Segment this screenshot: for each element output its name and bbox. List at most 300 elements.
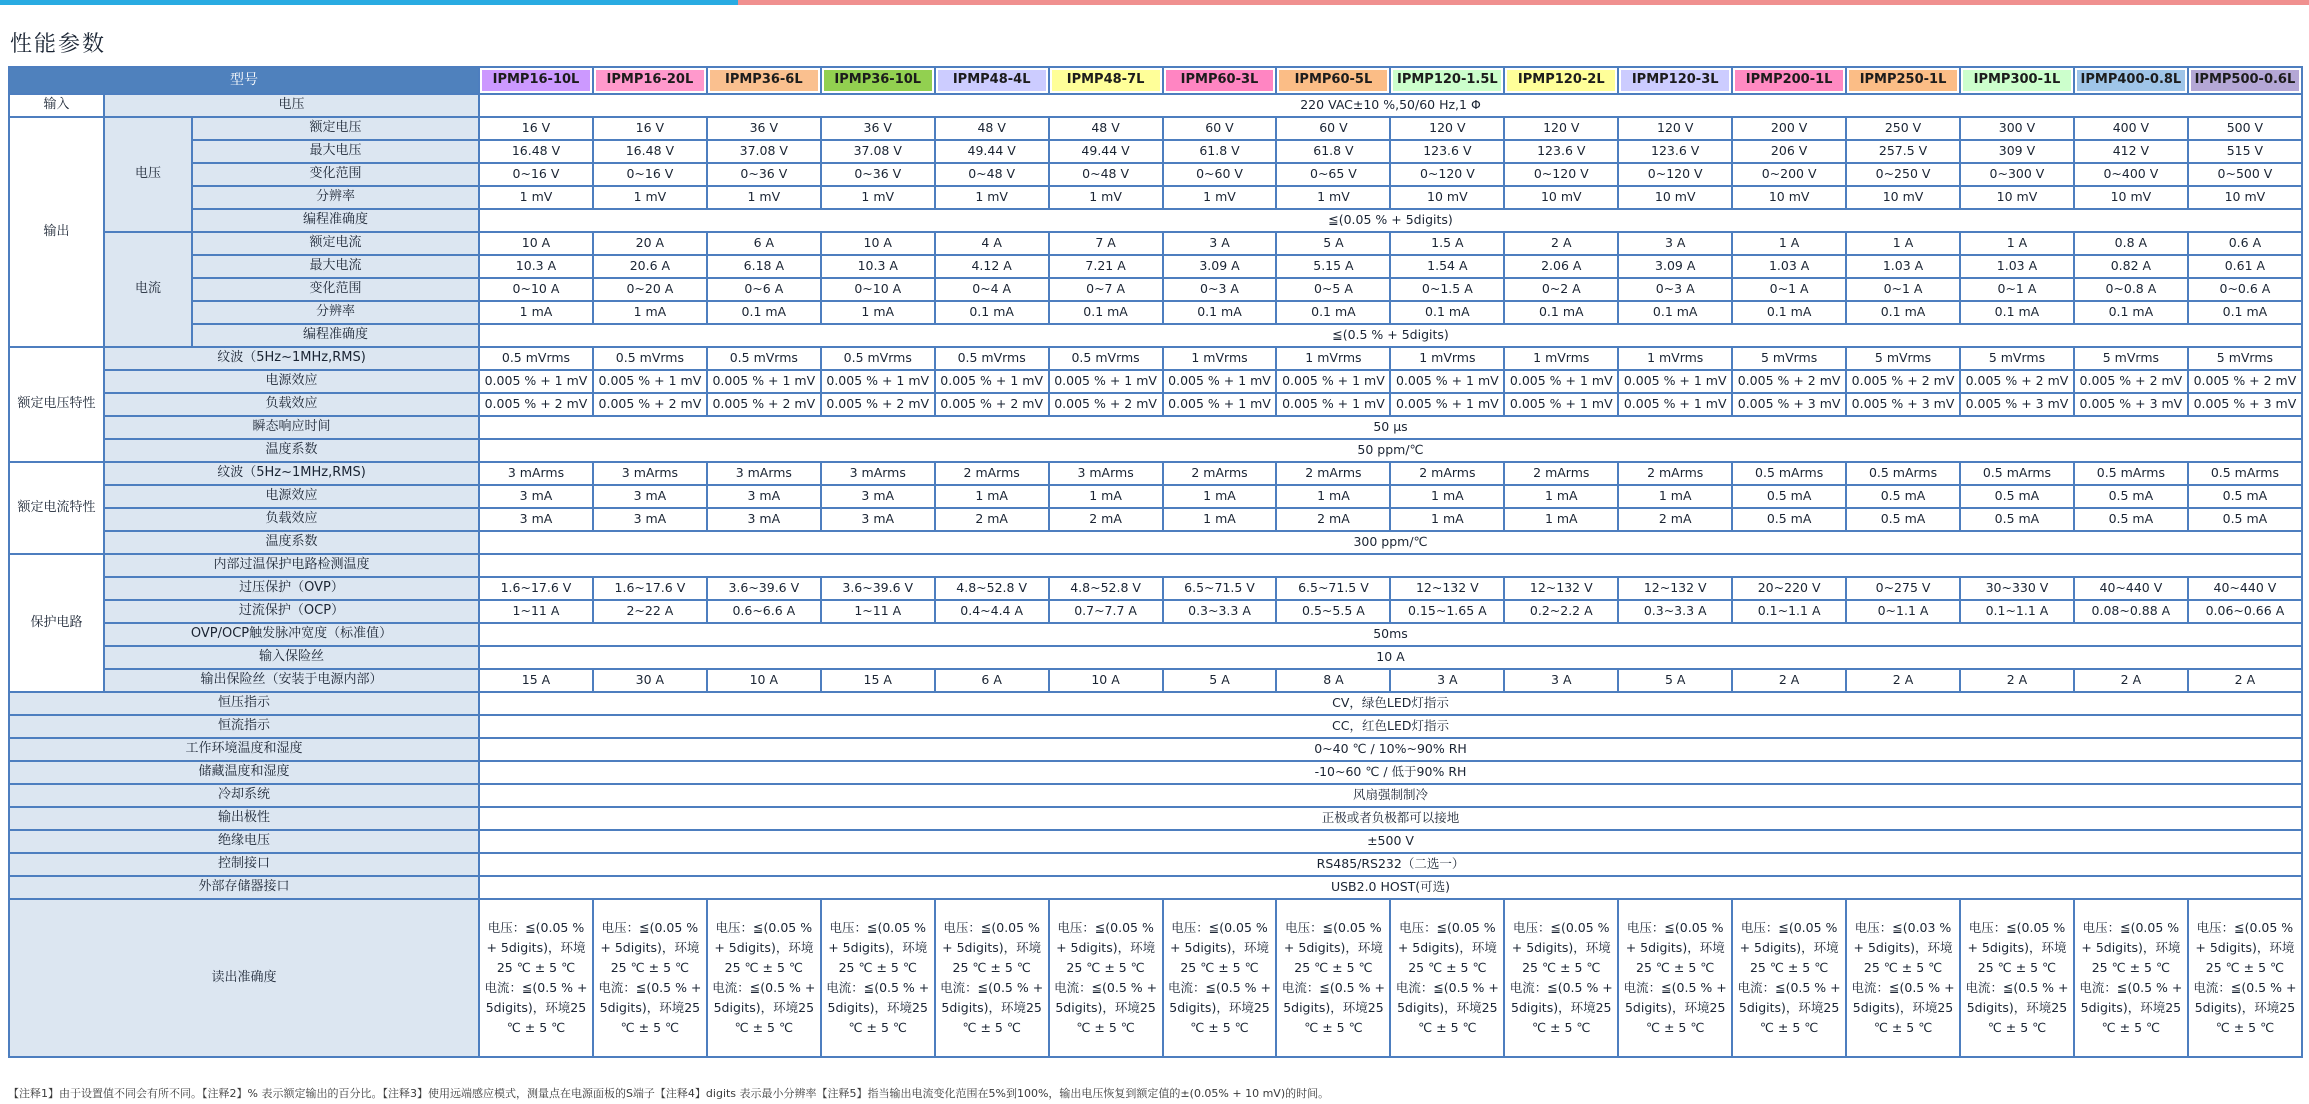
model-header-IPMP200-1L <box>1732 67 1846 94</box>
data-cell: 48 V <box>1049 117 1163 140</box>
model-name: IPMP36-6L <box>710 70 818 91</box>
model-header-IPMP16-10L <box>479 67 593 94</box>
data-cell: 37.08 V <box>707 140 821 163</box>
readout-line: 电压：≦(0.05 % + 5digits)，环境25 ℃ ± 5 ℃ <box>828 920 928 975</box>
data-cell: 3.6~39.6 V <box>707 577 821 600</box>
data-cell: 0.1 mA <box>1960 301 2074 324</box>
data-cell: 0~0.6 A <box>2188 278 2302 301</box>
table-row <box>9 715 2302 738</box>
data-cell: 40~440 V <box>2188 577 2302 600</box>
row-label: 负载效应 <box>104 393 479 416</box>
readout-line: 电流：≦(0.5 % + 5digits)，环境25 ℃ ± 5 ℃ <box>1737 980 1841 1035</box>
row-label: 读出准确度 <box>9 899 479 1057</box>
data-cell <box>707 899 821 1057</box>
spec-table <box>8 66 2303 1058</box>
data-cell: 1 mA <box>1390 485 1504 508</box>
data-cell <box>1732 899 1846 1057</box>
data-cell: 0.1 mA <box>935 301 1049 324</box>
table-row <box>9 485 2302 508</box>
readout-line: 电流：≦(0.5 % + 5digits)，环境25 ℃ ± 5 ℃ <box>484 980 588 1035</box>
data-cell: 12~132 V <box>1504 577 1618 600</box>
data-cell: 15 A <box>479 669 593 692</box>
row-label: 编程准确度 <box>192 324 479 347</box>
data-cell: 0.005 % + 1 mV <box>1163 370 1277 393</box>
data-cell: 0.5 mA <box>1732 485 1846 508</box>
data-cell: 0.1 mA <box>1276 301 1390 324</box>
data-cell: 8 A <box>1276 669 1390 692</box>
data-cell <box>593 899 707 1057</box>
table-row <box>9 255 2302 278</box>
readout-line: 电压：≦(0.05 % + 5digits)，环境25 ℃ ± 5 ℃ <box>942 920 1042 975</box>
data-cell: 10 mV <box>2074 186 2188 209</box>
model-name: IPMP36-10L <box>824 70 932 91</box>
data-cell: 0.5 mVrms <box>479 347 593 370</box>
data-cell: 1 mVrms <box>1163 347 1277 370</box>
data-cell: 1~11 A <box>479 600 593 623</box>
data-cell: 0.5 mA <box>2188 485 2302 508</box>
data-cell: 400 V <box>2074 117 2188 140</box>
data-cell: 0.82 A <box>2074 255 2188 278</box>
row-label: 变化范围 <box>192 163 479 186</box>
data-cell: 0.5 mArms <box>1732 462 1846 485</box>
data-cell: 0.1 mA <box>1163 301 1277 324</box>
data-cell: 3 mA <box>821 485 935 508</box>
table-row <box>9 508 2302 531</box>
data-cell: 2 mA <box>1618 508 1732 531</box>
data-cell <box>479 899 593 1057</box>
data-cell: 0.005 % + 1 mV <box>1276 370 1390 393</box>
model-header-IPMP250-1L <box>1846 67 1960 94</box>
row-label: 工作环境温度和湿度 <box>9 738 479 761</box>
table-row <box>9 876 2302 899</box>
data-cell: 3 mArms <box>821 462 935 485</box>
model-header-IPMP36-10L <box>821 67 935 94</box>
data-cell <box>821 899 935 1057</box>
data-cell: 200 V <box>1732 117 1846 140</box>
data-cell: 5 A <box>1276 232 1390 255</box>
table-row <box>9 692 2302 715</box>
table-row <box>9 830 2302 853</box>
data-cell: 20.6 A <box>593 255 707 278</box>
data-cell: 3 mA <box>479 485 593 508</box>
span-value-cell <box>479 554 2302 577</box>
data-cell: 0.005 % + 2 mV <box>2074 370 2188 393</box>
readout-line: 电流：≦(0.5 % + 5digits)，环境25 ℃ ± 5 ℃ <box>1851 980 1955 1035</box>
data-cell: 0~1 A <box>1846 278 1960 301</box>
row-label: 瞬态响应时间 <box>104 416 479 439</box>
data-cell: 1.03 A <box>1732 255 1846 278</box>
row-label: 保护电路 <box>9 554 104 692</box>
data-cell <box>1960 899 2074 1057</box>
data-cell: 0.005 % + 2 mV <box>821 393 935 416</box>
table-row <box>9 853 2302 876</box>
data-cell: 1 mV <box>593 186 707 209</box>
data-cell: 0~7 A <box>1049 278 1163 301</box>
table-row <box>9 94 2302 117</box>
data-cell: 1 mA <box>1504 485 1618 508</box>
span-value-cell: CV，绿色LED灯指示 <box>479 692 2302 715</box>
data-cell: 36 V <box>707 117 821 140</box>
data-cell: 16.48 V <box>479 140 593 163</box>
data-cell: 4 A <box>935 232 1049 255</box>
row-label: 最大电流 <box>192 255 479 278</box>
readout-line: 电压：≦(0.05 % + 5digits)，环境25 ℃ ± 5 ℃ <box>2195 920 2295 975</box>
readout-line: 电流：≦(0.5 % + 5digits)，环境25 ℃ ± 5 ℃ <box>1395 980 1499 1035</box>
row-label: 输入保险丝 <box>104 646 479 669</box>
data-cell: 0~1.1 A <box>1846 600 1960 623</box>
data-cell: 3 mA <box>593 485 707 508</box>
row-label: 控制接口 <box>9 853 479 876</box>
readout-line: 电流：≦(0.5 % + 5digits)，环境25 ℃ ± 5 ℃ <box>940 980 1044 1035</box>
data-cell: 250 V <box>1846 117 1960 140</box>
span-value-cell: USB2.0 HOST(可选) <box>479 876 2302 899</box>
data-cell: 3 mA <box>707 485 821 508</box>
data-cell: 0.1 mA <box>1846 301 1960 324</box>
data-cell: 1 mVrms <box>1504 347 1618 370</box>
data-cell: 1 mV <box>1049 186 1163 209</box>
model-name: IPMP120-2L <box>1507 70 1615 91</box>
model-name: IPMP250-1L <box>1849 70 1957 91</box>
data-cell: 0.6 A <box>2188 232 2302 255</box>
data-cell: 3.09 A <box>1163 255 1277 278</box>
model-name: IPMP400-0.8L <box>2077 70 2185 91</box>
readout-line: 电压：≦(0.05 % + 5digits)，环境25 ℃ ± 5 ℃ <box>1511 920 1611 975</box>
data-cell: 0.005 % + 1 mV <box>1504 393 1618 416</box>
model-name: IPMP48-4L <box>938 70 1046 91</box>
readout-line: 电流：≦(0.5 % + 5digits)，环境25 ℃ ± 5 ℃ <box>826 980 930 1035</box>
data-cell: 2 mA <box>935 508 1049 531</box>
readout-line: 电压：≦(0.05 % + 5digits)，环境25 ℃ ± 5 ℃ <box>714 920 814 975</box>
row-label: 恒压指示 <box>9 692 479 715</box>
model-name: IPMP60-3L <box>1166 70 1274 91</box>
table-row <box>9 439 2302 462</box>
data-cell: 1 mA <box>1163 508 1277 531</box>
data-cell: 0.005 % + 2 mV <box>1732 370 1846 393</box>
span-value-cell: 0~40 ℃ / 10%~90% RH <box>479 738 2302 761</box>
top-accent-bar-pink <box>738 0 2309 5</box>
data-cell: 0~16 V <box>593 163 707 186</box>
span-value-cell: -10~60 ℃ / 低于90% RH <box>479 761 2302 784</box>
table-row <box>9 186 2302 209</box>
row-label: 纹波（5Hz~1MHz,RMS) <box>104 347 479 370</box>
data-cell: 1 mV <box>821 186 935 209</box>
data-cell: 5 mVrms <box>1960 347 2074 370</box>
data-cell: 1.5 A <box>1390 232 1504 255</box>
span-value-cell: 50 ppm/℃ <box>479 439 2302 462</box>
data-cell: 0.1~1.1 A <box>1960 600 2074 623</box>
data-cell: 206 V <box>1732 140 1846 163</box>
data-cell: 0~65 V <box>1276 163 1390 186</box>
data-cell: 10 A <box>821 232 935 255</box>
data-cell: 0~0.8 A <box>2074 278 2188 301</box>
data-cell: 123.6 V <box>1618 140 1732 163</box>
table-row <box>9 301 2302 324</box>
data-cell: 0.005 % + 1 mV <box>1504 370 1618 393</box>
data-cell: 2 mA <box>1276 508 1390 531</box>
data-cell: 0.005 % + 1 mV <box>1618 393 1732 416</box>
row-label: 额定电流特性 <box>9 462 104 554</box>
row-label: 输出 <box>9 117 104 347</box>
data-cell: 0~36 V <box>821 163 935 186</box>
readout-line: 电流：≦(0.5 % + 5digits)，环境25 ℃ ± 5 ℃ <box>1281 980 1385 1035</box>
data-cell: 0~250 V <box>1846 163 1960 186</box>
row-label: 变化范围 <box>192 278 479 301</box>
data-cell: 2 mArms <box>1390 462 1504 485</box>
data-cell: 15 A <box>821 669 935 692</box>
row-label: 恒流指示 <box>9 715 479 738</box>
data-cell: 6.18 A <box>707 255 821 278</box>
model-header-IPMP60-5L <box>1276 67 1390 94</box>
data-cell: 7 A <box>1049 232 1163 255</box>
data-cell: 16.48 V <box>593 140 707 163</box>
table-row <box>9 347 2302 370</box>
data-cell: 10 mV <box>1960 186 2074 209</box>
row-label: 分辨率 <box>192 186 479 209</box>
data-cell: 300 V <box>1960 117 2074 140</box>
data-cell: 16 V <box>593 117 707 140</box>
data-cell: 1 mV <box>707 186 821 209</box>
data-cell: 0.005 % + 2 mV <box>935 393 1049 416</box>
data-cell: 0~400 V <box>2074 163 2188 186</box>
row-label: OVP/OCP触发脉冲宽度（标准值） <box>104 623 479 646</box>
row-label: 绝缘电压 <box>9 830 479 853</box>
readout-line: 电压：≦(0.05 % + 5digits)，环境25 ℃ ± 5 ℃ <box>1283 920 1383 975</box>
data-cell: 4.8~52.8 V <box>1049 577 1163 600</box>
row-label: 编程准确度 <box>192 209 479 232</box>
data-cell: 0.005 % + 1 mV <box>593 370 707 393</box>
data-cell: 0~3 A <box>1163 278 1277 301</box>
top-accent-bar <box>0 0 2309 5</box>
data-cell <box>935 899 1049 1057</box>
data-cell: 2 mArms <box>1618 462 1732 485</box>
spec-table-body <box>9 94 2302 1057</box>
row-label: 纹波（5Hz~1MHz,RMS) <box>104 462 479 485</box>
data-cell: 0.06~0.66 A <box>2188 600 2302 623</box>
row-label: 分辨率 <box>192 301 479 324</box>
row-label: 输出极性 <box>9 807 479 830</box>
data-cell: 0~6 A <box>707 278 821 301</box>
data-cell: 0~60 V <box>1163 163 1277 186</box>
model-name: IPMP120-3L <box>1621 70 1729 91</box>
data-cell: 48 V <box>935 117 1049 140</box>
span-value-cell: ≦(0.5 % + 5digits) <box>479 324 2302 347</box>
data-cell: 0.5 mA <box>1732 508 1846 531</box>
data-cell: 120 V <box>1390 117 1504 140</box>
data-cell: 2~22 A <box>593 600 707 623</box>
data-cell: 0~3 A <box>1618 278 1732 301</box>
table-row <box>9 531 2302 554</box>
data-cell: 0.7~7.7 A <box>1049 600 1163 623</box>
data-cell: 10 mV <box>1390 186 1504 209</box>
data-cell: 10 A <box>479 232 593 255</box>
table-row <box>9 462 2302 485</box>
data-cell: 0.5 mA <box>1960 508 2074 531</box>
data-cell: 0.1 mA <box>1390 301 1504 324</box>
data-cell: 0~2 A <box>1504 278 1618 301</box>
data-cell: 5 A <box>1163 669 1277 692</box>
table-row <box>9 163 2302 186</box>
data-cell: 3 A <box>1618 232 1732 255</box>
data-cell: 4.12 A <box>935 255 1049 278</box>
data-cell: 123.6 V <box>1504 140 1618 163</box>
table-row <box>9 117 2302 140</box>
data-cell <box>1276 899 1390 1057</box>
data-cell: 0.005 % + 3 mV <box>2074 393 2188 416</box>
data-cell: 0~1 A <box>1960 278 2074 301</box>
data-cell: 30~330 V <box>1960 577 2074 600</box>
data-cell: 0.5 mA <box>1846 485 1960 508</box>
data-cell: 60 V <box>1276 117 1390 140</box>
data-cell: 0.5 mA <box>2074 485 2188 508</box>
model-name: IPMP300-1L <box>1963 70 2071 91</box>
data-cell: 10 mV <box>1732 186 1846 209</box>
data-cell <box>2188 899 2302 1057</box>
data-cell: 1.6~17.6 V <box>479 577 593 600</box>
readout-line: 电压：≦(0.05 % + 5digits)，环境25 ℃ ± 5 ℃ <box>600 920 700 975</box>
data-cell: 0.005 % + 1 mV <box>479 370 593 393</box>
data-cell: 0.5 mA <box>1960 485 2074 508</box>
span-value-cell: 50 μs <box>479 416 2302 439</box>
data-cell: 0.61 A <box>2188 255 2302 278</box>
data-cell: 0.005 % + 1 mV <box>1276 393 1390 416</box>
data-cell: 10 mV <box>1846 186 1960 209</box>
data-cell: 0.1 mA <box>2188 301 2302 324</box>
data-cell: 6 A <box>935 669 1049 692</box>
data-cell: 2 mA <box>1049 508 1163 531</box>
data-cell: 5 mVrms <box>1846 347 1960 370</box>
data-cell: 6.5~71.5 V <box>1163 577 1277 600</box>
data-cell: 0.3~3.3 A <box>1618 600 1732 623</box>
data-cell: 0.1 mA <box>1732 301 1846 324</box>
data-cell: 10 A <box>1049 669 1163 692</box>
table-row <box>9 232 2302 255</box>
table-row <box>9 784 2302 807</box>
span-value-cell: 220 VAC±10 %,50/60 Hz,1 Φ <box>479 94 2302 117</box>
row-label: 温度系数 <box>104 439 479 462</box>
data-cell: 1 mA <box>935 485 1049 508</box>
data-cell <box>1390 899 1504 1057</box>
data-cell: 0.005 % + 2 mV <box>479 393 593 416</box>
readout-line: 电流：≦(0.5 % + 5digits)，环境25 ℃ ± 5 ℃ <box>1965 980 2069 1035</box>
data-cell: 2 A <box>1960 669 2074 692</box>
data-cell: 0.005 % + 1 mV <box>1390 370 1504 393</box>
readout-line: 电压：≦(0.05 % + 5digits)，环境25 ℃ ± 5 ℃ <box>1397 920 1497 975</box>
row-label: 电源效应 <box>104 370 479 393</box>
data-cell: 0~120 V <box>1390 163 1504 186</box>
table-row <box>9 669 2302 692</box>
data-cell: 5 mVrms <box>1732 347 1846 370</box>
data-cell: 1 A <box>1732 232 1846 255</box>
data-cell: 1 mVrms <box>1390 347 1504 370</box>
data-cell: 0.5 mA <box>2074 508 2188 531</box>
row-label: 输入 <box>9 94 104 117</box>
data-cell: 0.005 % + 2 mV <box>1846 370 1960 393</box>
data-cell: 0~10 A <box>479 278 593 301</box>
data-cell: 3 mArms <box>1049 462 1163 485</box>
data-cell: 0~120 V <box>1504 163 1618 186</box>
table-row <box>9 623 2302 646</box>
data-cell: 3.09 A <box>1618 255 1732 278</box>
row-label: 电压 <box>104 94 479 117</box>
table-row <box>9 278 2302 301</box>
data-cell: 1 mV <box>479 186 593 209</box>
corner-model-label: 型号 <box>9 67 479 94</box>
data-cell: 0~275 V <box>1846 577 1960 600</box>
data-cell: 2 mArms <box>1504 462 1618 485</box>
data-cell: 3 mA <box>821 508 935 531</box>
model-header-IPMP48-7L <box>1049 67 1163 94</box>
table-row <box>9 324 2302 347</box>
row-label: 额定电压特性 <box>9 347 104 462</box>
table-row <box>9 738 2302 761</box>
data-cell: 0.08~0.88 A <box>2074 600 2188 623</box>
data-cell: 1.54 A <box>1390 255 1504 278</box>
row-label: 输出保险丝（安装于电源内部） <box>104 669 479 692</box>
model-header-IPMP48-4L <box>935 67 1049 94</box>
data-cell: 10 mV <box>1618 186 1732 209</box>
model-header-row <box>9 67 2302 94</box>
data-cell: 0~48 V <box>1049 163 1163 186</box>
readout-line: 电压：≦(0.05 % + 5digits)，环境25 ℃ ± 5 ℃ <box>2081 920 2181 975</box>
data-cell: 1.6~17.6 V <box>593 577 707 600</box>
data-cell: 412 V <box>2074 140 2188 163</box>
data-cell: 0.1~1.1 A <box>1732 600 1846 623</box>
data-cell: 0.5 mVrms <box>935 347 1049 370</box>
readout-line: 电流：≦(0.5 % + 5digits)，环境25 ℃ ± 5 ℃ <box>1167 980 1272 1035</box>
readout-line: 电压：≦(0.05 % + 5digits)，环境25 ℃ ± 5 ℃ <box>1056 920 1156 975</box>
row-label: 电流 <box>104 232 192 347</box>
data-cell: 0~1 A <box>1732 278 1846 301</box>
data-cell: 0.005 % + 1 mV <box>1390 393 1504 416</box>
span-value-cell: 风扇强制制冷 <box>479 784 2302 807</box>
readout-line: 电流：≦(0.5 % + 5digits)，环境25 ℃ ± 5 ℃ <box>712 980 816 1035</box>
data-cell: 49.44 V <box>1049 140 1163 163</box>
data-cell: 10 mV <box>2188 186 2302 209</box>
data-cell: 0.5 mVrms <box>707 347 821 370</box>
data-cell: 123.6 V <box>1390 140 1504 163</box>
data-cell: 61.8 V <box>1276 140 1390 163</box>
data-cell: 12~132 V <box>1390 577 1504 600</box>
data-cell: 5 A <box>1618 669 1732 692</box>
data-cell <box>1846 899 1960 1057</box>
data-cell: 0~300 V <box>1960 163 2074 186</box>
data-cell <box>2074 899 2188 1057</box>
row-label: 外部存储器接口 <box>9 876 479 899</box>
data-cell: 3 mArms <box>479 462 593 485</box>
data-cell: 0.005 % + 2 mV <box>2188 370 2302 393</box>
model-name: IPMP48-7L <box>1052 70 1160 91</box>
data-cell: 0.005 % + 2 mV <box>1049 393 1163 416</box>
data-cell: 10.3 A <box>479 255 593 278</box>
data-cell: 1 mA <box>1276 485 1390 508</box>
data-cell: 3.6~39.6 V <box>821 577 935 600</box>
data-cell: 2 A <box>1846 669 1960 692</box>
data-cell: 1 mA <box>1618 485 1732 508</box>
data-cell: 0.3~3.3 A <box>1163 600 1277 623</box>
table-row <box>9 393 2302 416</box>
row-label: 冷却系统 <box>9 784 479 807</box>
data-cell: 3 mA <box>593 508 707 531</box>
data-cell: 1.03 A <box>1960 255 2074 278</box>
table-row <box>9 600 2302 623</box>
data-cell: 40~440 V <box>2074 577 2188 600</box>
data-cell: 1 mA <box>1163 485 1277 508</box>
data-cell: 5.15 A <box>1276 255 1390 278</box>
data-cell: 0.6~6.6 A <box>707 600 821 623</box>
data-cell: 10 mV <box>1504 186 1618 209</box>
data-cell: 0.005 % + 3 mV <box>2188 393 2302 416</box>
data-cell: 10.3 A <box>821 255 935 278</box>
